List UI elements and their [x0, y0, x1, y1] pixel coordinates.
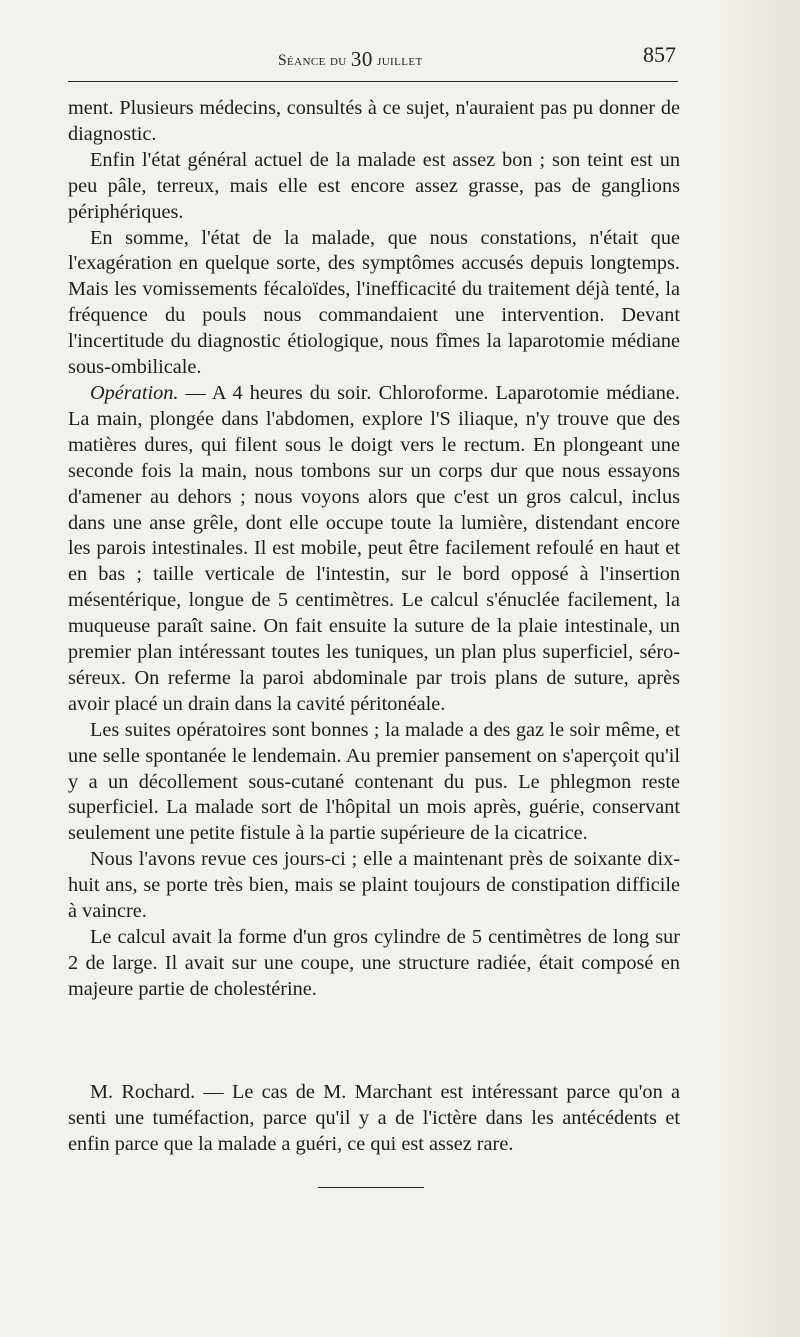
page-number: 857 — [643, 42, 676, 67]
rochard-prefix: M. — [90, 1081, 122, 1103]
paragraph: Le calcul avait la forme d'un gros cylindre de 5 centimètres de long sur 2 de large. Il avait sur une coupe, une structure radiée, était composé en majeure partie de cholestérine. — [68, 926, 680, 1000]
rochard-text: . — Le cas de M. Marchant est intéressant parce qu'on a senti une tuméfaction, parce qu'il y a de l'ictère dans les antécédents et enfin parce que la malade a guéri, ce qui est assez rare. — [68, 1081, 680, 1155]
paragraph-operation — [68, 381, 680, 718]
paragraph: Les suites opératoires sont bonnes ; la malade a des gaz le soir même, et une selle spontanée le lendemain. Au premier pansement on s'aperçoit qu'il y a un décollement sous-cutané contenant du pus. Le phlegmon reste superficiel. La malade sort de l'hôpital un mois après, guérie, conservant seulement une petite fistule à la partie supérieure de la cicatrice. — [68, 718, 680, 845]
rochard-name: Rochard — [121, 1081, 191, 1103]
paragraph-rochard — [68, 1080, 680, 1158]
rochard-comment — [68, 1080, 680, 1158]
page-header — [68, 40, 682, 70]
paragraph: ment. Plusieurs médecins, consultés à ce sujet, n'auraient pas pu donner de diagnostic. — [68, 97, 680, 145]
page-edge-shadow — [720, 0, 800, 1337]
operation-text: — A 4 heures du soir. Chloroforme. Laparotomie médiane. La main, plongée dans l'abdomen, explore l'S iliaque, n'y trouve que des matières dures, qui filent sous le doigt vers le rectum. En plongeant une seconde fois la main, nous tombons sur un corps dur que nous essayons d'amener au dehors ; nous voyons alors que c'est un gros calcul, inclus dans une anse grêle, dont elle occupe toute la lumière, distendant encore les parois intestinales. Il est mobile, peut être facilement refoulé en haut et en bas ; taille verticale de l'intestin, sur le bord opposé à l'insertion mésentérique, longue de 5 centimètres. Le calcul s'énuclée facilement, la muqueuse paraît saine. On fait ensuite la suture de la plaie intestinale, un premier plan intéressant toutes les tuniques, un plan plus superficiel, séro-séreux. On referme la paroi abdominale par trois plans de suture, après avoir placé un drain dans la cavité péritonéale. — [68, 381, 680, 715]
paragraph: Enfin l'état général actuel de la malade est assez bon ; son teint est un peu pâle, terreux, mais elle est encore assez grasse, pas de ganglions périphériques. — [68, 148, 680, 223]
running-head-date: 30 — [350, 47, 373, 71]
body-text — [68, 96, 680, 1003]
paragraph: En somme, l'état de la malade, que nous constations, n'était que l'exagération en quelque sorte, des symptômes accusés depuis longtemps. Mais les vomissements fécaloïdes, l'inefficacité du traitement déjà tenté, la fréquence du pouls nous commandaient une intervention. Devant l'incertitude du diagnostic étiologique, nous fîmes la laparotomie médiane sous-ombilicale. — [68, 226, 680, 379]
end-rule — [318, 1187, 424, 1188]
paragraph: Nous l'avons revue ces jours-ci ; elle a maintenant près de soixante dix-huit ans, se porte très bien, mais se plaint toujours de constipation difficile à vaincre. — [68, 848, 680, 923]
running-head — [278, 46, 423, 71]
operation-label: Opération. — [90, 381, 179, 404]
running-head-pre: Séance du — [278, 52, 351, 69]
running-head-post: juillet — [372, 52, 423, 69]
header-rule — [68, 81, 678, 82]
